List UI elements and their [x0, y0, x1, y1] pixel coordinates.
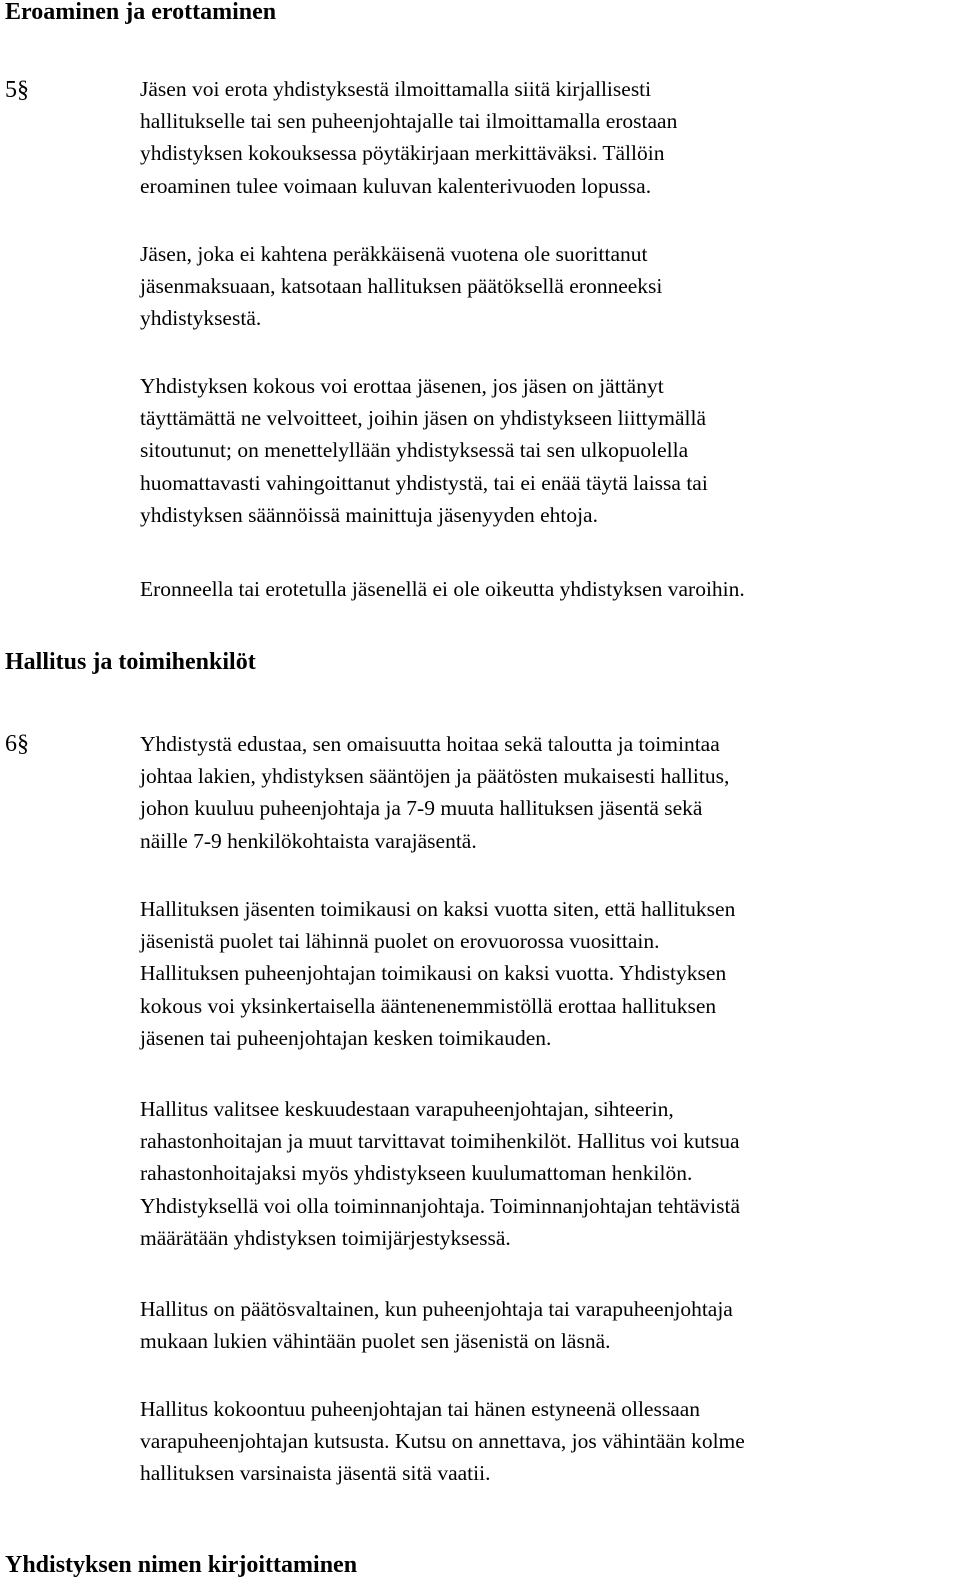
text-line: Hallitus kokoontuu puheenjohtajan tai hänen estyneenä ollessaan — [140, 1397, 701, 1421]
section-heading-nimen-kirjoittaminen: Yhdistyksen nimen kirjoittaminen — [5, 1552, 358, 1578]
paragraph-hallitus-1 — [140, 728, 955, 857]
paragraph-eroaminen-1 — [140, 73, 955, 202]
paragraph-hallitus-3 — [140, 1093, 955, 1254]
text-line: jäsenen tai puheenjohtajan kesken toimikauden. — [140, 1025, 552, 1050]
paragraph-hallitus-4 — [140, 1293, 955, 1357]
paragraph-eroaminen-4 — [140, 573, 955, 605]
text-line: Jäsen voi erota yhdistyksestä ilmoittamalla siitä kirjallisesti — [140, 77, 652, 101]
text-line: Yhdistyksellä voi olla toiminnanjohtaja. Toiminnanjohtajan tehtävistä — [140, 1193, 740, 1218]
text-line: rahastonhoitajaksi myös yhdistykseen kuulumattoman henkilön. — [140, 1161, 693, 1186]
section-heading-eroaminen: Eroaminen ja erottaminen — [5, 0, 277, 25]
text-line: näille 7-9 henkilökohtaista varajäsentä. — [140, 828, 477, 853]
text-line: yhdistyksestä. — [140, 306, 262, 331]
text-line: Yhdistyksen kokous voi erottaa jäsenen, jos jäsen on jättänyt — [140, 374, 664, 398]
paragraph-eroaminen-3 — [140, 370, 955, 531]
text-line: varapuheenjohtajan kutsusta. Kutsu on annettava, jos vähintään kolme — [140, 1429, 745, 1454]
text-line: huomattavasti vahingoittanut yhdistystä, tai ei enää täytä laissa tai — [140, 470, 708, 495]
text-line: rahastonhoitajan ja muut tarvittavat toimihenkilöt. Hallitus voi kutsua — [140, 1129, 740, 1154]
text-line: Jäsen, joka ei kahtena peräkkäisenä vuotena ole suorittanut — [140, 242, 648, 266]
text-line: Hallitus valitsee keskuudestaan varapuheenjohtajan, sihteerin, — [140, 1097, 674, 1121]
paragraph-eroaminen-2 — [140, 238, 955, 335]
text-line: hallituksen varsinaista jäsentä sitä vaatii. — [140, 1461, 491, 1486]
text-line: Hallituksen jäsenten toimikausi on kaksi vuotta siten, että hallituksen — [140, 897, 736, 921]
text-line: täyttämättä ne velvoitteet, joihin jäsen on yhdistykseen liittymällä — [140, 406, 707, 431]
text-line: jäsenistä puolet tai lähinnä puolet on erovuorossa vuosittain. — [140, 929, 660, 954]
text-line: yhdistyksen säännöissä mainittuja jäsenyyden ehtoja. — [140, 502, 598, 527]
text-line: Yhdistystä edustaa, sen omaisuutta hoitaa sekä taloutta ja toimintaa — [140, 732, 720, 756]
section-number-5: 5§ — [5, 77, 29, 103]
text-line: johon kuuluu puheenjohtaja ja 7-9 muuta hallituksen jäsentä sekä — [140, 796, 703, 821]
text-line: Hallituksen puheenjohtajan toimikausi on kaksi vuotta. Yhdistyksen — [140, 961, 727, 986]
paragraph-hallitus-2 — [140, 893, 955, 1054]
text-line: eroaminen tulee voimaan kuluvan kalenterivuoden lopussa. — [140, 173, 652, 198]
text-line: yhdistyksen kokouksessa pöytäkirjaan merkittäväksi. Tällöin — [140, 141, 665, 166]
text-line: jäsenmaksuaan, katsotaan hallituksen päätöksellä eronneeksi — [140, 274, 663, 299]
text-line: Eronneella tai erotetulla jäsenellä ei ole oikeutta yhdistyksen varoihin. — [140, 577, 745, 601]
text-line: Hallitus on päätösvaltainen, kun puheenjohtaja tai varapuheenjohtaja — [140, 1297, 733, 1321]
text-line: määrätään yhdistyksen toimijärjestyksessä. — [140, 1225, 511, 1250]
text-line: mukaan lukien vähintään puolet sen jäsenistä on läsnä. — [140, 1329, 611, 1354]
text-line: kokous voi yksinkertaisella ääntenenemmistöllä erottaa hallituksen — [140, 993, 717, 1018]
text-line: hallitukselle tai sen puheenjohtajalle tai ilmoittamalla erostaan — [140, 109, 678, 134]
text-line: sitoutunut; on menettelyllään yhdistyksessä tai sen ulkopuolella — [140, 438, 689, 463]
section-number-6: 6§ — [5, 731, 29, 757]
text-line: johtaa lakien, yhdistyksen sääntöjen ja päätösten mukaisesti hallitus, — [140, 764, 730, 789]
paragraph-hallitus-5 — [140, 1393, 955, 1490]
section-heading-hallitus: Hallitus ja toimihenkilöt — [5, 649, 256, 675]
